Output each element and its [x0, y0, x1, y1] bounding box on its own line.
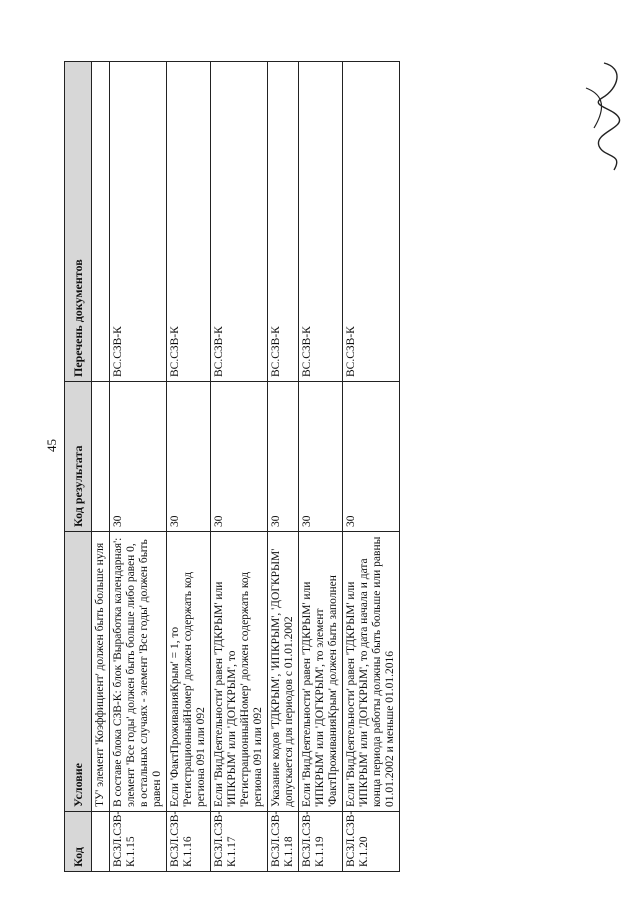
cell-code — [92, 812, 110, 872]
cell-result-code: 30 — [268, 382, 299, 532]
header-documents: Перечень документов — [65, 62, 92, 382]
cell-result-code: 30 — [343, 382, 400, 532]
validation-rules-table — [64, 61, 400, 872]
cell-condition: Если 'ВидДеятельности' равен 'ТДКРЫМ' или 'ИПКРЫМ' или 'ДОГКРЫМ', то дата начала и дата конца периода работы должны быть больше или равны 01.01.2002 и меньше 01.01.2016 — [343, 532, 400, 812]
cell-condition: В составе блока СЗВ-К: блок 'Выработка календарная': элемент 'Все годы' должен быть больше либо равен 0, в остальных случаях - элемент 'Все годы' должен быть равен 0 — [110, 532, 167, 812]
cell-code: ВСЗЛ.СЗВ-К.1.19 — [299, 812, 343, 872]
cell-result-code — [92, 382, 110, 532]
header-result-code: Код результата — [65, 382, 92, 532]
cell-documents: ВС.СЗВ-К — [167, 62, 211, 382]
table-row — [167, 62, 211, 872]
cell-documents — [92, 62, 110, 382]
cell-code: ВСЗЛ.СЗВ-К.1.18 — [268, 812, 299, 872]
table-row — [211, 62, 268, 872]
cell-code: ВСЗЛ.СЗВ-К.1.20 — [343, 812, 400, 872]
table-row — [92, 62, 110, 872]
rotated-table-sheet — [64, 62, 400, 872]
cell-code: ВСЗЛ.СЗВ-К.1.15 — [110, 812, 167, 872]
cell-code: ВСЗЛ.СЗВ-К.1.16 — [167, 812, 211, 872]
cell-documents: ВС.СЗВ-К — [268, 62, 299, 382]
cell-documents: ВС.СЗВ-К — [299, 62, 343, 382]
cell-result-code: 30 — [299, 382, 343, 532]
cell-code: ВСЗЛ.СЗВ-К.1.17 — [211, 812, 268, 872]
header-code: Код — [65, 812, 92, 872]
table-header-row — [65, 62, 92, 872]
table-row — [299, 62, 343, 872]
cell-condition: Указание кодов 'ТДКРЫМ', 'ИПКРЫМ', 'ДОГКРЫМ' допускается для периодов с 01.01.2002 — [268, 532, 299, 812]
header-condition: Условие — [65, 532, 92, 812]
cell-condition: ТУ' элемент 'Коэффициент' должен быть больше нуля — [92, 532, 110, 812]
cell-result-code: 30 — [167, 382, 211, 532]
page-number: 45 — [44, 439, 59, 452]
cell-documents: ВС.СЗВ-К — [343, 62, 400, 382]
cell-condition: Если 'ВидДеятельности' равен 'ТДКРЫМ' или 'ИПКРЫМ' или 'ДОГКРЫМ', то элемент 'ФактПроживанияКрым' должен быть заполнен — [299, 532, 343, 812]
handwritten-signature — [574, 58, 634, 178]
cell-condition: Если 'ФактПроживанияКрым' = 1, то 'РегистрационныйНомер' должен содержать код региона 091 или 092 — [167, 532, 211, 812]
cell-result-code: 30 — [211, 382, 268, 532]
cell-condition: Если 'ВидДеятельности' равен 'ТДКРЫМ' или 'ИПКРЫМ' или 'ДОГКРЫМ', то 'РегистрационныйНомер' должен содержать код региона 091 или 092 — [211, 532, 268, 812]
table-row — [268, 62, 299, 872]
cell-documents: ВС.СЗВ-К — [110, 62, 167, 382]
table-row — [343, 62, 400, 872]
cell-documents: ВС.СЗВ-К — [211, 62, 268, 382]
cell-result-code: 30 — [110, 382, 167, 532]
table-row — [110, 62, 167, 872]
